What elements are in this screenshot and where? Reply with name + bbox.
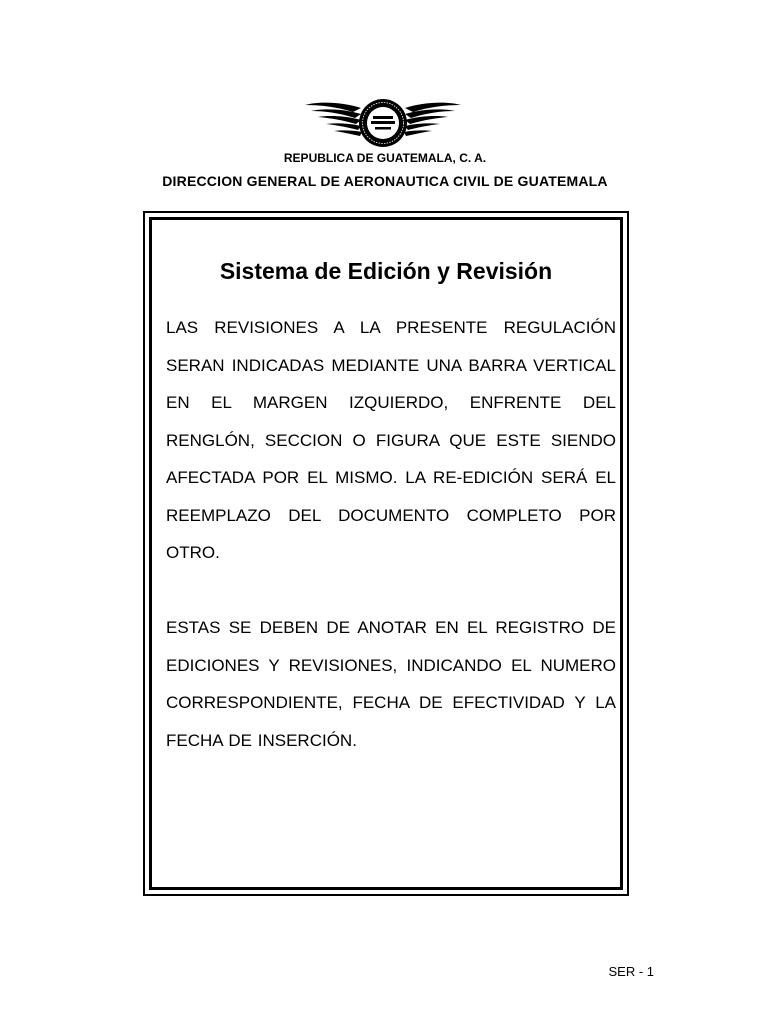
revision-paragraph: LAS REVISIONES A LA PRESENTE REGULACIÓN SERAN INDICADAS MEDIANTE UNA BARRA VERTICAL EN EL MARGEN IZQUIERDO, ENFRENTE DEL RENGLÓN, SECCION O FIGURA QUE ESTE SIENDO AFECTADA POR EL MISMO. LA RE-EDICIÓN SERÁ EL REEMPLAZO DEL DOCUMENTO COMPLETO POR OTRO.	[166, 318, 616, 562]
registration-paragraph: ESTAS SE DEBEN DE ANOTAR EN EL REGISTRO DE EDICIONES Y REVISIONES, INDICANDO EL NUMERO CORRESPONDIENTE, FECHA DE EFECTIVIDAD Y LA FECHA DE INSERCIÓN.	[166, 618, 616, 750]
republic-heading: REPUBLICA DE GUATEMALA, C. A.	[283, 151, 487, 165]
page-number: SER - 1	[608, 964, 654, 979]
section-title: Sistema de Edición y Revisión	[219, 258, 553, 284]
direction-heading: DIRECCION GENERAL DE AERONAUTICA CIVIL DE GUATEMALA	[162, 173, 608, 189]
aviation-wings-emblem-icon	[303, 96, 463, 150]
